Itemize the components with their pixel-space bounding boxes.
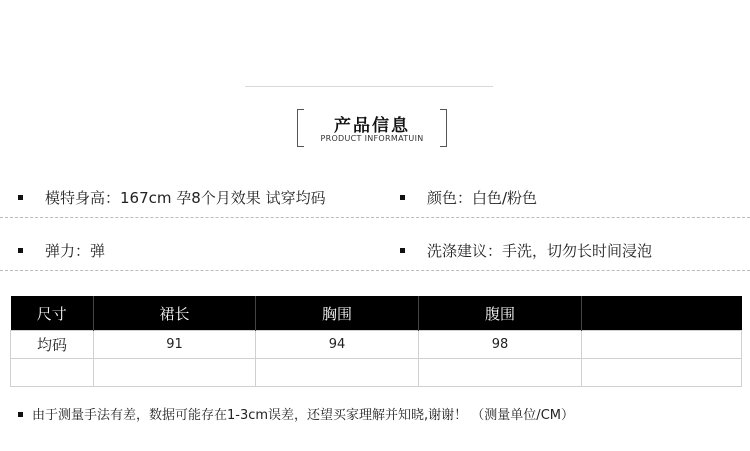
- header-size: 尺寸: [11, 296, 94, 331]
- size-table: [10, 296, 742, 387]
- info-color-text: 颜色：白色/粉色: [427, 189, 538, 207]
- info-wash: [400, 240, 652, 261]
- section-title: [297, 109, 447, 147]
- title-english: PRODUCT INFORMATUIN: [320, 134, 424, 143]
- cell-belly: 98: [419, 331, 582, 359]
- info-wash-text: 洗涤建议：手洗，切勿长时间浸泡: [427, 242, 653, 260]
- header-bust: 胸围: [256, 296, 419, 331]
- table-row: [11, 331, 742, 359]
- info-model-text: 模特身高：167cm 孕8个月效果 试穿均码: [45, 189, 326, 207]
- title-chinese: 产品信息: [334, 116, 410, 136]
- cell-empty: [419, 359, 582, 387]
- cell-empty: [582, 331, 742, 359]
- note-text: 由于测量手法有差，数据可能存在1-3cm误差，还望买家理解并知晓,谢谢！ （测量单位/CM）: [32, 408, 574, 423]
- dashed-divider: [0, 270, 750, 271]
- top-divider: [245, 86, 493, 87]
- header-length: 裙长: [94, 296, 256, 331]
- header-belly: 腹围: [419, 296, 582, 331]
- table-row: [11, 359, 742, 387]
- measurement-note: [18, 404, 574, 423]
- info-color: [400, 187, 537, 208]
- bullet-icon: [400, 195, 405, 200]
- info-model: [18, 187, 326, 208]
- cell-empty: [582, 359, 742, 387]
- bullet-icon: [400, 248, 405, 253]
- cell-empty: [256, 359, 419, 387]
- cell-length: 91: [94, 331, 256, 359]
- cell-empty: [11, 359, 94, 387]
- info-elasticity-text: 弹力：弹: [45, 242, 106, 260]
- dashed-divider: [0, 217, 750, 218]
- info-elasticity: [18, 240, 105, 261]
- bullet-icon: [18, 412, 23, 417]
- cell-size: 均码: [11, 331, 94, 359]
- bullet-icon: [18, 248, 23, 253]
- cell-bust: 94: [256, 331, 419, 359]
- bullet-icon: [18, 195, 23, 200]
- size-table-header: [11, 296, 742, 331]
- header-empty: [582, 296, 742, 331]
- cell-empty: [94, 359, 256, 387]
